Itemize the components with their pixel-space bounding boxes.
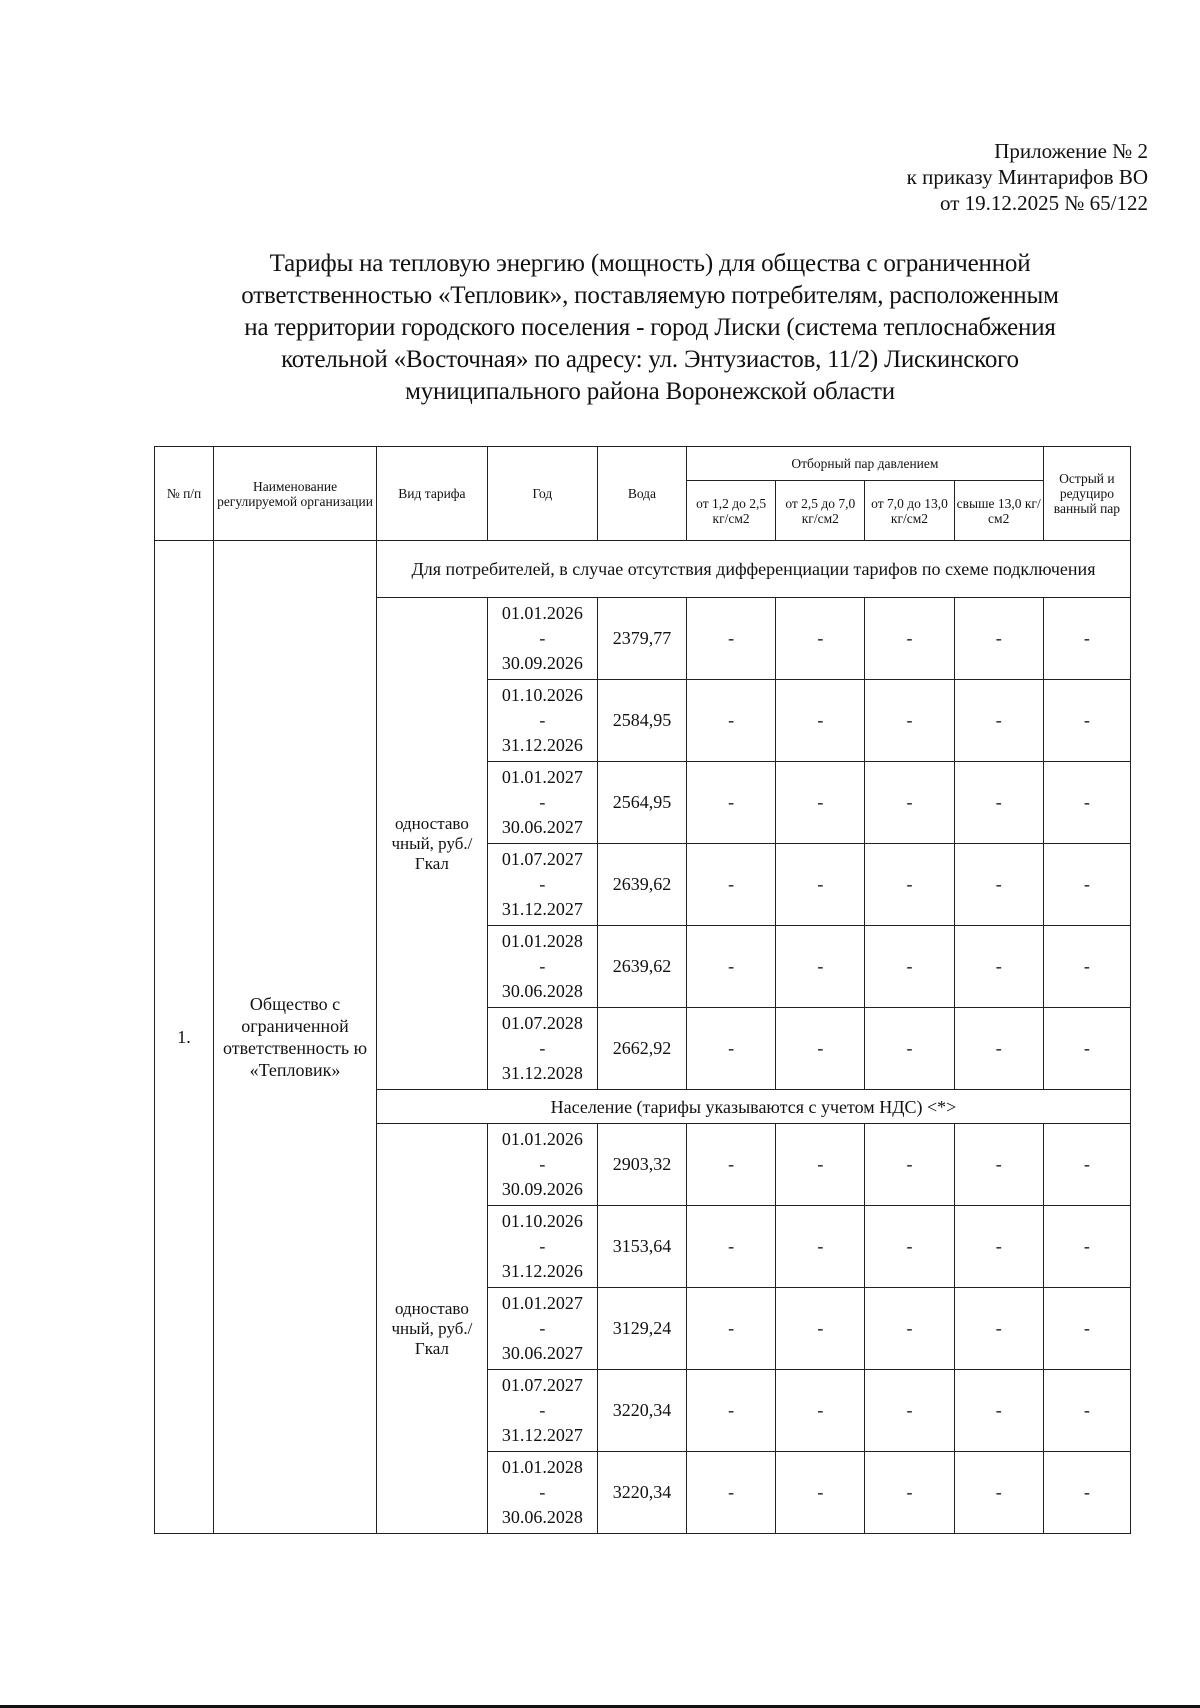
period: 01.01.2027 - 30.06.2027 <box>487 1288 597 1370</box>
water-value: 2662,92 <box>597 1008 686 1090</box>
steam-2-value: - <box>776 1452 865 1534</box>
steam-2-value: - <box>776 598 865 680</box>
document-title <box>150 248 1150 408</box>
header-sharp-steam: Острый и редуциро ванный пар <box>1043 447 1130 541</box>
water-value: 2903,32 <box>597 1124 686 1206</box>
steam-2-value: - <box>776 1288 865 1370</box>
water-value: 3129,24 <box>597 1288 686 1370</box>
steam-4-value: - <box>954 1206 1043 1288</box>
sharp-steam-value: - <box>1043 844 1130 926</box>
steam-3-value: - <box>865 598 954 680</box>
header-steam-group: Отборный пар давлением <box>687 447 1044 481</box>
sharp-steam-value: - <box>1043 598 1130 680</box>
sharp-steam-value: - <box>1043 1452 1130 1534</box>
period: 01.01.2026 - 30.09.2026 <box>487 1124 597 1206</box>
header-steam-1: от 1,2 до 2,5 кг/см2 <box>687 481 776 541</box>
steam-3-value: - <box>865 1008 954 1090</box>
steam-2-value: - <box>776 844 865 926</box>
sharp-steam-value: - <box>1043 762 1130 844</box>
steam-3-value: - <box>865 844 954 926</box>
water-value: 3220,34 <box>597 1370 686 1452</box>
title-line: ответственностью «Тепловик», поставляемую потребителям, расположенным <box>241 282 1059 309</box>
steam-2-value: - <box>776 1008 865 1090</box>
section-title: Для потребителей, в случае отсутствия дифференциации тарифов по схеме подключения <box>376 541 1130 598</box>
water-value: 2639,62 <box>597 844 686 926</box>
steam-3-value: - <box>865 1370 954 1452</box>
steam-3-value: - <box>865 1124 954 1206</box>
steam-4-value: - <box>954 844 1043 926</box>
steam-1-value: - <box>687 1288 776 1370</box>
steam-4-value: - <box>954 1124 1043 1206</box>
header-tariff-type: Вид тарифа <box>376 447 487 541</box>
header-steam-2: от 2,5 до 7,0 кг/см2 <box>776 481 865 541</box>
appendix-line: Приложение № 2 <box>994 139 1148 163</box>
sharp-steam-value: - <box>1043 1008 1130 1090</box>
appendix-reference <box>907 138 1148 216</box>
water-value: 3153,64 <box>597 1206 686 1288</box>
title-line: муниципального района Воронежской области <box>405 378 895 405</box>
water-value: 2584,95 <box>597 680 686 762</box>
steam-1-value: - <box>687 1206 776 1288</box>
steam-4-value: - <box>954 762 1043 844</box>
water-value: 3220,34 <box>597 1452 686 1534</box>
steam-4-value: - <box>954 680 1043 762</box>
period: 01.10.2026 - 31.12.2026 <box>487 1206 597 1288</box>
steam-3-value: - <box>865 1288 954 1370</box>
header-steam-3: от 7,0 до 13,0 кг/см2 <box>865 481 954 541</box>
steam-3-value: - <box>865 926 954 1008</box>
steam-4-value: - <box>954 598 1043 680</box>
title-line: на территории городского поселения - город Лиски (система теплоснабжения <box>244 314 1056 341</box>
water-value: 2564,95 <box>597 762 686 844</box>
steam-4-value: - <box>954 1370 1043 1452</box>
period: 01.10.2026 - 31.12.2026 <box>487 680 597 762</box>
tariff-type: одноставо чный, руб./Гкал <box>376 598 487 1090</box>
steam-2-value: - <box>776 680 865 762</box>
period: 01.07.2027 - 31.12.2027 <box>487 844 597 926</box>
steam-1-value: - <box>687 1370 776 1452</box>
appendix-line: от 19.12.2025 № 65/122 <box>939 191 1148 215</box>
period: 01.07.2028 - 31.12.2028 <box>487 1008 597 1090</box>
steam-1-value: - <box>687 1008 776 1090</box>
sharp-steam-value: - <box>1043 926 1130 1008</box>
period: 01.01.2028 - 30.06.2028 <box>487 1452 597 1534</box>
steam-1-value: - <box>687 926 776 1008</box>
steam-4-value: - <box>954 1288 1043 1370</box>
title-line: котельной «Восточная» по адресу: ул. Энтузиастов, 11/2) Лискинского <box>281 346 1019 373</box>
tariff-type: одноставо чный, руб./Гкал <box>376 1124 487 1534</box>
header-year: Год <box>487 447 597 541</box>
period: 01.01.2026 - 30.09.2026 <box>487 598 597 680</box>
steam-1-value: - <box>687 844 776 926</box>
header-water: Вода <box>597 447 686 541</box>
sharp-steam-value: - <box>1043 1206 1130 1288</box>
appendix-line: к приказу Минтарифов ВО <box>906 165 1148 189</box>
water-value: 2639,62 <box>597 926 686 1008</box>
steam-2-value: - <box>776 1206 865 1288</box>
tariff-table <box>154 446 1131 1534</box>
steam-1-value: - <box>687 598 776 680</box>
steam-1-value: - <box>687 1124 776 1206</box>
header-steam-4: свыше 13,0 кг/см2 <box>954 481 1043 541</box>
period: 01.01.2028 - 30.06.2028 <box>487 926 597 1008</box>
sharp-steam-value: - <box>1043 680 1130 762</box>
steam-3-value: - <box>865 1206 954 1288</box>
sharp-steam-value: - <box>1043 1288 1130 1370</box>
steam-4-value: - <box>954 926 1043 1008</box>
steam-1-value: - <box>687 680 776 762</box>
org-name: Общество с ограниченной ответственность ю «Тепловик» <box>214 541 377 1534</box>
water-value: 2379,77 <box>597 598 686 680</box>
steam-2-value: - <box>776 1370 865 1452</box>
steam-2-value: - <box>776 762 865 844</box>
steam-3-value: - <box>865 762 954 844</box>
steam-2-value: - <box>776 926 865 1008</box>
steam-2-value: - <box>776 1124 865 1206</box>
sharp-steam-value: - <box>1043 1124 1130 1206</box>
steam-3-value: - <box>865 1452 954 1534</box>
period: 01.01.2027 - 30.06.2027 <box>487 762 597 844</box>
period: 01.07.2027 - 31.12.2027 <box>487 1370 597 1452</box>
header-number: № п/п <box>155 447 214 541</box>
steam-1-value: - <box>687 1452 776 1534</box>
section-title: Население (тарифы указываются с учетом НДС) <*> <box>376 1090 1130 1124</box>
row-number: 1. <box>155 541 214 1534</box>
steam-4-value: - <box>954 1008 1043 1090</box>
title-line: Тарифы на тепловую энергию (мощность) для общества с ограниченной <box>269 250 1031 277</box>
steam-4-value: - <box>954 1452 1043 1534</box>
sharp-steam-value: - <box>1043 1370 1130 1452</box>
steam-1-value: - <box>687 762 776 844</box>
header-org-name: Наименование регулируемой организации <box>214 447 377 541</box>
steam-3-value: - <box>865 680 954 762</box>
